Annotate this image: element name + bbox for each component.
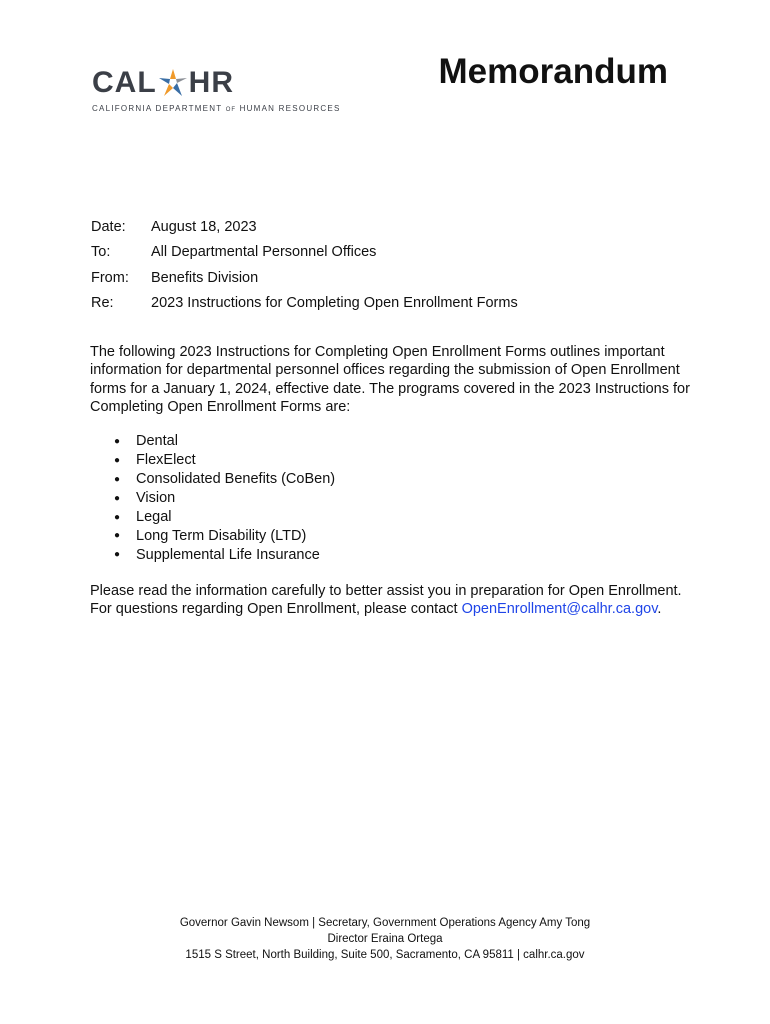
bullet-icon: ● (114, 492, 121, 504)
bullet-icon: ● (114, 473, 121, 485)
bullet-icon: ● (114, 549, 121, 561)
program-label: Dental (136, 433, 178, 450)
program-label: Long Term Disability (LTD) (136, 527, 307, 544)
logo-subtitle-part1: CALIFORNIA DEPARTMENT (92, 104, 223, 113)
closing-text: Please read the information carefully to better assist you in preparation for Open Enrollment. For questions regarding Open Enrollment, please contact (90, 583, 682, 618)
footer-line-address: 1515 S Street, North Building, Suite 500, Sacramento, CA 95811 | calhr.ca.gov (185, 949, 585, 961)
bullet-icon: ● (114, 530, 121, 542)
footer-line-director: Director Eraina Ortega (327, 933, 443, 945)
from-row (91, 265, 691, 291)
programs-list (90, 432, 335, 564)
bullet-icon: ● (114, 435, 121, 447)
list-item (90, 432, 335, 451)
list-item (90, 526, 335, 545)
bullet-icon: ● (114, 511, 121, 523)
star-icon (158, 68, 188, 98)
footer-line-officials: Governor Gavin Newsom | Secretary, Government Operations Agency Amy Tong (179, 917, 591, 929)
calhr-logo (92, 66, 341, 122)
program-label: Vision (136, 490, 176, 507)
closing-paragraph (90, 582, 700, 619)
list-item (90, 451, 335, 470)
logo-subtitle-of: OF (225, 107, 237, 113)
list-item (90, 508, 335, 527)
logo-subtitle (92, 104, 341, 113)
logo-word-hr: HR (188, 66, 234, 99)
list-item (90, 545, 335, 564)
memo-title: Memorandum (438, 52, 668, 91)
list-item (90, 470, 335, 489)
logo-subtitle-part2: HUMAN RESOURCES (239, 104, 341, 113)
re-row (91, 291, 691, 317)
from-label: From: (91, 269, 129, 286)
closing-period: . (657, 601, 662, 618)
program-label: FlexElect (136, 452, 196, 469)
date-value: August 18, 2023 (151, 218, 257, 235)
date-label: Date: (91, 218, 126, 235)
list-item (90, 489, 335, 508)
bullet-icon: ● (114, 454, 121, 466)
memo-header (91, 214, 691, 316)
logo-word-cal: CAL (92, 66, 157, 99)
re-label: Re: (91, 295, 114, 312)
intro-paragraph: The following 2023 Instructions for Completing Open Enrollment Forms outlines important information for departmental personnel offices regarding the submission of Open Enrollment forms for a January 1, 2024, effective date. The programs covered in the 2023 Instructions for Completing Open Enrollment Forms are: (90, 344, 690, 415)
logo-wordmark (92, 66, 332, 100)
re-value: 2023 Instructions for Completing Open Enrollment Forms (151, 295, 518, 312)
to-value: All Departmental Personnel Offices (151, 244, 377, 261)
from-value: Benefits Division (151, 269, 259, 286)
program-label: Consolidated Benefits (CoBen) (136, 471, 336, 488)
date-row (91, 214, 691, 240)
program-label: Supplemental Life Insurance (136, 546, 320, 563)
email-link[interactable]: OpenEnrollment@calhr.ca.gov (461, 601, 658, 618)
to-label: To: (91, 244, 111, 261)
footer (0, 915, 770, 963)
program-label: Legal (136, 509, 172, 525)
to-row (91, 240, 691, 266)
